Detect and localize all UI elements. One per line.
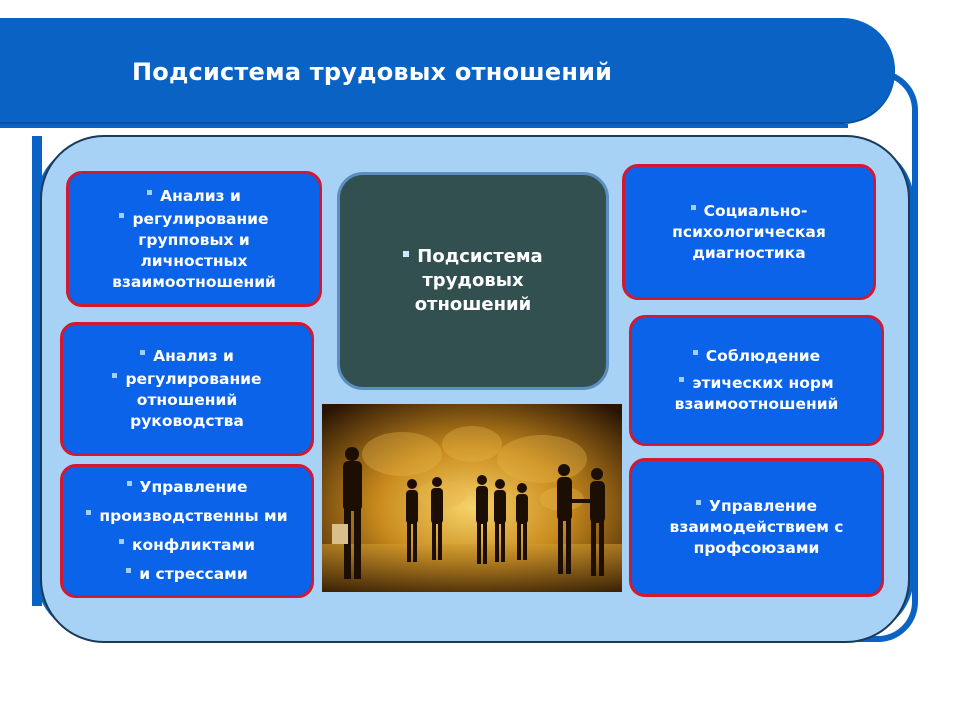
list-item: Управление [86, 477, 287, 498]
list-item: Соблюдение [647, 346, 867, 367]
list-item: регулирование отношений руководства [82, 369, 292, 432]
list-item: этических норм взаимоотношений [674, 374, 839, 413]
bullet-icon [86, 510, 91, 515]
slide-title: Подсистема трудовых отношений [132, 58, 613, 86]
list-item: производственны ми [86, 506, 287, 527]
list-item: Социально-психологическая диагностика [672, 201, 826, 262]
box-conflict-management [60, 464, 314, 598]
box-ethics [629, 315, 884, 446]
header-underline [0, 124, 848, 128]
box-psych-diagnostics [622, 164, 876, 300]
list-item: конфликтами [86, 535, 287, 556]
box-management-relations [60, 322, 314, 456]
list-item: Анализ и [82, 346, 292, 367]
bullet-icon [679, 377, 684, 382]
business-people-photo [322, 404, 622, 592]
bullet-icon [691, 205, 696, 210]
list-item: Управление взаимодействием с профсоюзами [669, 497, 844, 557]
box-trade-unions [629, 458, 884, 597]
bullet-icon [693, 350, 698, 355]
bullet-icon [112, 373, 117, 378]
bullet-icon [403, 251, 409, 257]
center-box-subsystem: Подсистема трудовых отношений [337, 172, 609, 390]
bullet-icon [127, 481, 132, 486]
box-group-relations [66, 171, 322, 307]
bullet-icon [119, 213, 124, 218]
list-item: и стрессами [86, 564, 287, 585]
list-item: регулирование групповых и личностных взаимоотношений [112, 209, 276, 291]
list-item: Анализ и [89, 186, 299, 207]
bullet-icon [126, 568, 131, 573]
bullet-icon [119, 539, 124, 544]
bullet-icon [140, 350, 145, 355]
bullet-icon [147, 190, 152, 195]
bullet-icon [696, 500, 701, 505]
